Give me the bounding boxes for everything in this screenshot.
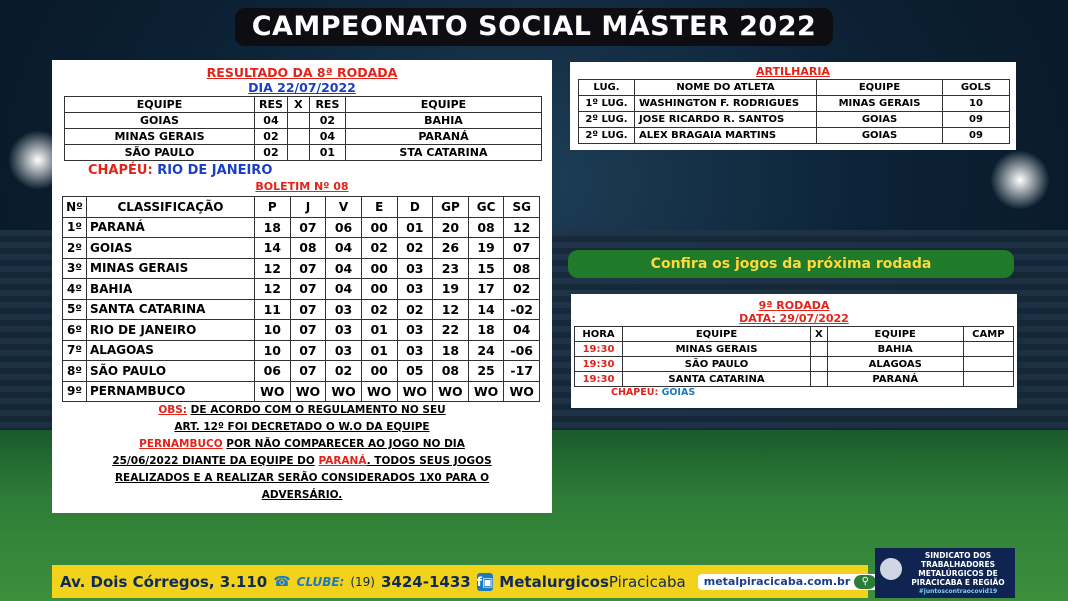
home-team: MINAS GERAIS xyxy=(623,342,811,357)
standing-points: 11 xyxy=(255,299,291,320)
standing-goals-against: 25 xyxy=(468,361,504,382)
scorer-goals: 09 xyxy=(943,128,1010,144)
standing-goals-for: 20 xyxy=(433,217,469,238)
standing-position: 9º xyxy=(63,381,87,402)
standing-team: PARANÁ xyxy=(87,217,255,238)
standings-header-row xyxy=(63,197,540,218)
standing-losses: 05 xyxy=(397,361,433,382)
scorer-team: MINAS GERAIS xyxy=(817,96,943,112)
col-goal-diff: SG xyxy=(504,197,540,218)
scorer-place: 1º LUG. xyxy=(579,96,635,112)
website-url: metalpiracicaba.com.br xyxy=(703,575,851,588)
standing-team: BAHIA xyxy=(87,279,255,300)
standing-draws: WO xyxy=(361,381,397,402)
col-home-team: EQUIPE xyxy=(623,327,811,342)
standing-goals-against: 14 xyxy=(468,299,504,320)
standing-losses: 03 xyxy=(397,258,433,279)
obs-line: POR NÃO COMPARECER AO JOGO NO DIA xyxy=(226,438,465,450)
table-row xyxy=(65,129,542,145)
table-row xyxy=(65,113,542,129)
standing-games: WO xyxy=(290,381,326,402)
home-team: MINAS GERAIS xyxy=(65,129,255,145)
match-time: 19:30 xyxy=(575,372,623,387)
table-row xyxy=(63,279,540,300)
scorer-team: GOIAS xyxy=(817,112,943,128)
facebook-instagram-icon: f▣ xyxy=(476,574,494,589)
versus xyxy=(287,129,309,145)
standing-goals-for: WO xyxy=(433,381,469,402)
standing-goals-against: 24 xyxy=(468,340,504,361)
standing-points: 12 xyxy=(255,258,291,279)
away-score: 01 xyxy=(309,145,345,161)
obs-line: REALIZADOS E A REALIZAR SERÃO CONSIDERADOS 1X0 PARA O xyxy=(114,472,490,484)
standing-goals-for: 23 xyxy=(433,258,469,279)
next-round-heading: 9ª RODADA xyxy=(758,299,830,312)
table-row xyxy=(65,145,542,161)
standing-games: 07 xyxy=(290,340,326,361)
obs-team: PERNAMBUCO xyxy=(139,438,223,450)
away-team: BAHIA xyxy=(827,342,963,357)
col-place: LUG. xyxy=(579,80,635,96)
standing-goals-for: 19 xyxy=(433,279,469,300)
away-score: 04 xyxy=(309,129,345,145)
standing-points: 18 xyxy=(255,217,291,238)
camp xyxy=(963,357,1013,372)
away-team: PARANÁ xyxy=(827,372,963,387)
standing-games: 07 xyxy=(290,279,326,300)
col-draws: E xyxy=(361,197,397,218)
bulletin-number: BOLETIM Nº 08 xyxy=(255,180,349,193)
home-team: SANTA CATARINA xyxy=(623,372,811,387)
standing-points: WO xyxy=(255,381,291,402)
standing-goal-diff: -02 xyxy=(504,299,540,320)
obs-line: ADVERSÁRIO. xyxy=(261,489,343,501)
standing-team: RIO DE JANEIRO xyxy=(87,320,255,341)
standing-losses: 03 xyxy=(397,340,433,361)
col-away-team: EQUIPE xyxy=(827,327,963,342)
standing-goals-against: 18 xyxy=(468,320,504,341)
next-chapeu-line xyxy=(611,387,695,398)
chapeu-label: CHAPEU: xyxy=(611,387,659,398)
col-athlete: NOME DO ATLETA xyxy=(635,80,817,96)
col-points: P xyxy=(255,197,291,218)
top-scorers-table xyxy=(578,79,1010,144)
away-team: PARANÁ xyxy=(345,129,541,145)
standing-goals-against: WO xyxy=(468,381,504,402)
top-scorers-panel xyxy=(570,62,1016,150)
obs-line: DE ACORDO COM O REGULAMENTO NO SEU xyxy=(190,404,446,416)
table-row xyxy=(575,342,1014,357)
standing-goal-diff: -17 xyxy=(504,361,540,382)
standing-goals-against: 17 xyxy=(468,279,504,300)
area-code: (19) xyxy=(350,574,375,589)
standing-losses: 03 xyxy=(397,279,433,300)
versus xyxy=(287,113,309,129)
match-time: 19:30 xyxy=(575,357,623,372)
table-row xyxy=(579,112,1010,128)
scorer-goals: 09 xyxy=(943,112,1010,128)
standing-games: 07 xyxy=(290,320,326,341)
standing-draws: 02 xyxy=(361,299,397,320)
col-res: RES xyxy=(309,97,345,113)
col-wins: V xyxy=(326,197,362,218)
chapeu-line xyxy=(88,163,272,178)
standing-wins: 04 xyxy=(326,238,362,259)
standing-wins: 04 xyxy=(326,258,362,279)
standing-wins: 02 xyxy=(326,361,362,382)
scorer-name: WASHINGTON F. RODRIGUES xyxy=(635,96,817,112)
col-team: EQUIPE xyxy=(817,80,943,96)
table-row xyxy=(579,96,1010,112)
standing-games: 07 xyxy=(290,217,326,238)
standing-games: 07 xyxy=(290,361,326,382)
standing-team: GOIAS xyxy=(87,238,255,259)
standing-team: MINAS GERAIS xyxy=(87,258,255,279)
standing-position: 5º xyxy=(63,299,87,320)
page-title: CAMPEONATO SOCIAL MÁSTER 2022 xyxy=(235,8,833,46)
obs-line: . TODOS SEUS JOGOS xyxy=(366,455,492,467)
table-row xyxy=(63,320,540,341)
standing-points: 12 xyxy=(255,279,291,300)
standing-position: 3º xyxy=(63,258,87,279)
col-camp: CAMP xyxy=(963,327,1013,342)
home-score: 02 xyxy=(255,129,288,145)
versus xyxy=(811,372,828,387)
standing-team: ALAGOAS xyxy=(87,340,255,361)
floodlight-right xyxy=(990,150,1050,210)
footer-bar xyxy=(52,565,868,598)
table-row xyxy=(579,128,1010,144)
table-row xyxy=(63,299,540,320)
col-equipe: EQUIPE xyxy=(345,97,541,113)
standing-team: SÃO PAULO xyxy=(87,361,255,382)
standing-games: 08 xyxy=(290,238,326,259)
social-city: Piracicaba xyxy=(608,572,686,591)
scorer-name: ALEX BRAGAIA MARTINS xyxy=(635,128,817,144)
union-line: PIRACICABA E REGIÃO xyxy=(911,578,1005,587)
table-row xyxy=(575,357,1014,372)
table-row xyxy=(63,381,540,402)
col-goals-against: GC xyxy=(468,197,504,218)
standing-losses: 01 xyxy=(397,217,433,238)
footer-address: Av. Dois Córregos, 3.110 xyxy=(60,572,268,591)
col-time: HORA xyxy=(575,327,623,342)
table-row xyxy=(575,372,1014,387)
standing-goals-for: 08 xyxy=(433,361,469,382)
camp xyxy=(963,372,1013,387)
standing-games: 07 xyxy=(290,299,326,320)
standing-goal-diff: 04 xyxy=(504,320,540,341)
scorer-name: JOSE RICARDO R. SANTOS xyxy=(635,112,817,128)
col-goals-for: GP xyxy=(433,197,469,218)
union-line: TRABALHADORES xyxy=(921,560,995,569)
standing-goals-for: 12 xyxy=(433,299,469,320)
away-team: STA CATARINA xyxy=(345,145,541,161)
obs-line: ART. 12º FOI DECRETADO O W.O DA EQUIPE xyxy=(174,421,430,433)
chapeu-team: GOIAS xyxy=(661,387,696,398)
standing-goal-diff: WO xyxy=(504,381,540,402)
col-team: CLASSIFICAÇÃO xyxy=(87,197,255,218)
club-label: CLUBE: xyxy=(296,574,345,589)
standing-wins: 04 xyxy=(326,279,362,300)
standing-losses: 02 xyxy=(397,238,433,259)
standings-table xyxy=(62,196,540,402)
standing-wins: WO xyxy=(326,381,362,402)
observation-note xyxy=(92,402,512,504)
union-hashtag: #juntoscontraocovid19 xyxy=(918,588,998,595)
standing-draws: 00 xyxy=(361,258,397,279)
standing-goal-diff: 12 xyxy=(504,217,540,238)
standing-draws: 00 xyxy=(361,217,397,238)
phone-icon: ☎ xyxy=(273,573,291,590)
standing-goal-diff: 02 xyxy=(504,279,540,300)
standing-position: 4º xyxy=(63,279,87,300)
results-date: DIA 22/07/2022 xyxy=(248,80,356,95)
next-round-panel xyxy=(571,294,1017,408)
top-scorers-heading: ARTILHARIA xyxy=(756,65,830,78)
col-goals: GOLS xyxy=(943,80,1010,96)
results-header-row xyxy=(65,97,542,113)
obs-label: OBS: xyxy=(158,404,188,416)
standing-team: PERNAMBUCO xyxy=(87,381,255,402)
scorer-goals: 10 xyxy=(943,96,1010,112)
standing-goals-against: 19 xyxy=(468,238,504,259)
chapeu-label: CHAPÉU: xyxy=(88,163,153,178)
col-res: RES xyxy=(255,97,288,113)
standing-position: 8º xyxy=(63,361,87,382)
standing-draws: 01 xyxy=(361,340,397,361)
standing-losses: 02 xyxy=(397,299,433,320)
obs-team: PARANÁ xyxy=(318,455,367,467)
away-team: ALAGOAS xyxy=(827,357,963,372)
standing-goals-for: 26 xyxy=(433,238,469,259)
standing-draws: 01 xyxy=(361,320,397,341)
standing-goals-against: 15 xyxy=(468,258,504,279)
standing-points: 06 xyxy=(255,361,291,382)
union-seal-icon xyxy=(880,558,902,580)
versus xyxy=(287,145,309,161)
table-row xyxy=(63,258,540,279)
standing-goals-against: 08 xyxy=(468,217,504,238)
table-row xyxy=(63,238,540,259)
union-logo xyxy=(875,548,1015,598)
next-round-date: DATA: 29/07/2022 xyxy=(739,312,849,325)
standing-position: 7º xyxy=(63,340,87,361)
home-team: GOIAS xyxy=(65,113,255,129)
standing-draws: 02 xyxy=(361,238,397,259)
col-x: X xyxy=(287,97,309,113)
away-score: 02 xyxy=(309,113,345,129)
standing-points: 10 xyxy=(255,320,291,341)
website-link[interactable] xyxy=(698,574,883,590)
next-round-banner: Confira os jogos da próxima rodada xyxy=(568,250,1014,278)
standing-wins: 03 xyxy=(326,320,362,341)
next-round-header-row xyxy=(575,327,1014,342)
union-line: METALÚRGICOS DE xyxy=(918,569,998,578)
standing-position: 1º xyxy=(63,217,87,238)
versus xyxy=(811,357,828,372)
standing-points: 10 xyxy=(255,340,291,361)
standing-goals-for: 18 xyxy=(433,340,469,361)
standing-wins: 03 xyxy=(326,299,362,320)
standing-points: 14 xyxy=(255,238,291,259)
social-handle xyxy=(499,573,685,591)
standing-goal-diff: 07 xyxy=(504,238,540,259)
chapeu-team: RIO DE JANEIRO xyxy=(157,163,273,178)
col-x: X xyxy=(811,327,828,342)
standing-wins: 06 xyxy=(326,217,362,238)
scorer-team: GOIAS xyxy=(817,128,943,144)
standing-draws: 00 xyxy=(361,279,397,300)
next-round-table xyxy=(574,326,1014,387)
standing-team: SANTA CATARINA xyxy=(87,299,255,320)
standing-losses: 03 xyxy=(397,320,433,341)
versus xyxy=(811,342,828,357)
results-heading: RESULTADO DA 8ª RODADA xyxy=(206,65,398,80)
social-name: Metalurgicos xyxy=(499,572,609,591)
scorer-place: 2º LUG. xyxy=(579,112,635,128)
col-games: J xyxy=(290,197,326,218)
home-team: SÃO PAULO xyxy=(65,145,255,161)
club-phone: 3424-1433 xyxy=(381,572,471,591)
away-team: BAHIA xyxy=(345,113,541,129)
col-losses: D xyxy=(397,197,433,218)
table-row xyxy=(63,217,540,238)
union-line: SINDICATO DOS xyxy=(924,551,992,560)
home-score: 04 xyxy=(255,113,288,129)
home-team: SÃO PAULO xyxy=(623,357,811,372)
standing-games: 07 xyxy=(290,258,326,279)
standing-losses: WO xyxy=(397,381,433,402)
search-icon: ⚲ xyxy=(854,575,876,589)
col-position: Nº xyxy=(63,197,87,218)
col-equipe: EQUIPE xyxy=(65,97,255,113)
top-scorers-header-row xyxy=(579,80,1010,96)
camp xyxy=(963,342,1013,357)
results-panel xyxy=(52,60,552,513)
home-score: 02 xyxy=(255,145,288,161)
table-row xyxy=(63,340,540,361)
table-row xyxy=(63,361,540,382)
standing-goal-diff: -06 xyxy=(504,340,540,361)
match-time: 19:30 xyxy=(575,342,623,357)
standing-wins: 03 xyxy=(326,340,362,361)
obs-line: 25/06/2022 DIANTE DA EQUIPE DO xyxy=(112,455,315,467)
results-table xyxy=(64,96,542,161)
standing-goals-for: 22 xyxy=(433,320,469,341)
standing-draws: 00 xyxy=(361,361,397,382)
standing-position: 2º xyxy=(63,238,87,259)
standing-goal-diff: 08 xyxy=(504,258,540,279)
standing-position: 6º xyxy=(63,320,87,341)
scorer-place: 2º LUG. xyxy=(579,128,635,144)
